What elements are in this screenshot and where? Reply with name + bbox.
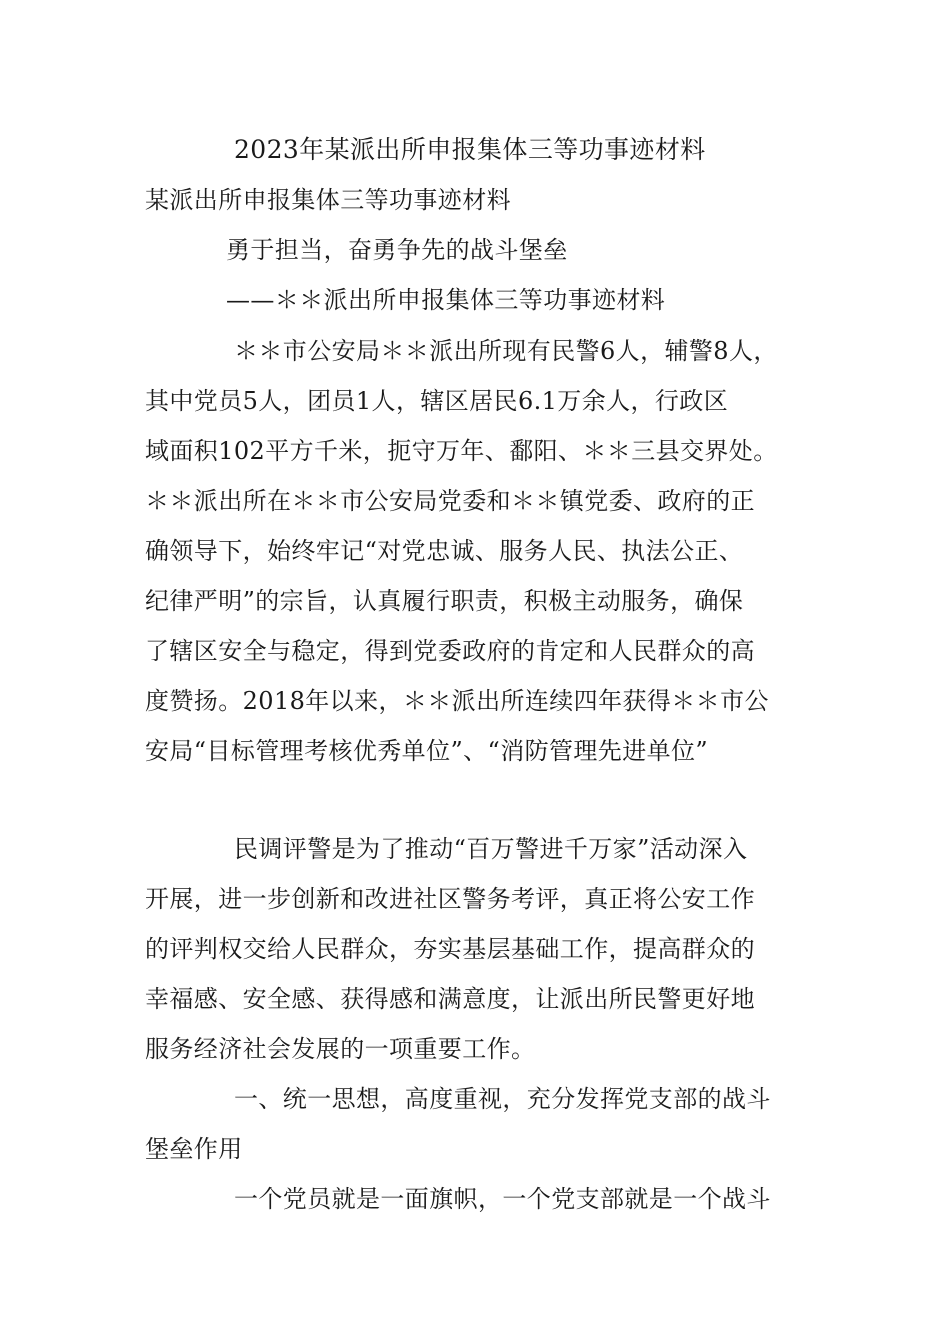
paragraph-line: 纪律严明”的宗旨，认真履行职责，积极主动服务，确保 [145, 587, 744, 615]
paragraph-line: 服务经济社会发展的一项重要工作。 [145, 1035, 536, 1063]
paragraph-line: 其中党员5人，团员1人，辖区居民6.1万余人，行政区 [145, 387, 729, 415]
paragraph-line: 民调评警是为了推动“百万警进千万家”活动深入 [234, 835, 748, 863]
document-title: 2023年某派出所申报集体三等功事迹材料 [234, 135, 706, 164]
paragraph-line: ＊＊派出所在＊＊市公安局党委和＊＊镇党委、政府的正 [145, 487, 755, 515]
paragraph-line: 安局“目标管理考核优秀单位”、“消防管理先进单位” [145, 737, 709, 765]
heading-sub: ——＊＊派出所申报集体三等功事迹材料 [226, 286, 666, 314]
paragraph-line: 域面积102平方千米，扼守万年、鄱阳、＊＊三县交界处。 [145, 437, 778, 465]
paragraph-line: 确领导下，始终牢记“对党忠诚、服务人民、执法公正、 [145, 537, 744, 565]
paragraph-line: 的评判权交给人民群众，夯实基层基础工作，提高群众的 [145, 935, 755, 963]
paragraph-line: 幸福感、安全感、获得感和满意度，让派出所民警更好地 [145, 985, 755, 1013]
document-subtitle: 某派出所申报集体三等功事迹材料 [145, 186, 511, 214]
paragraph-line: 一个党员就是一面旗帜，一个党支部就是一个战斗 [234, 1185, 771, 1213]
paragraph-line: 开展，进一步创新和改进社区警务考评，真正将公安工作 [145, 885, 755, 913]
paragraph-line: ＊＊市公安局＊＊派出所现有民警6人，辅警8人， [234, 337, 778, 365]
paragraph-line: 了辖区安全与稳定，得到党委政府的肯定和人民群众的高 [145, 637, 755, 665]
section-heading: 堡垒作用 [145, 1135, 243, 1163]
section-heading: 一、统一思想，高度重视，充分发挥党支部的战斗 [234, 1085, 771, 1113]
paragraph-line: 度赞扬。2018年以来，＊＊派出所连续四年获得＊＊市公 [145, 687, 769, 715]
heading-main: 勇于担当，奋勇争先的战斗堡垒 [226, 236, 568, 264]
